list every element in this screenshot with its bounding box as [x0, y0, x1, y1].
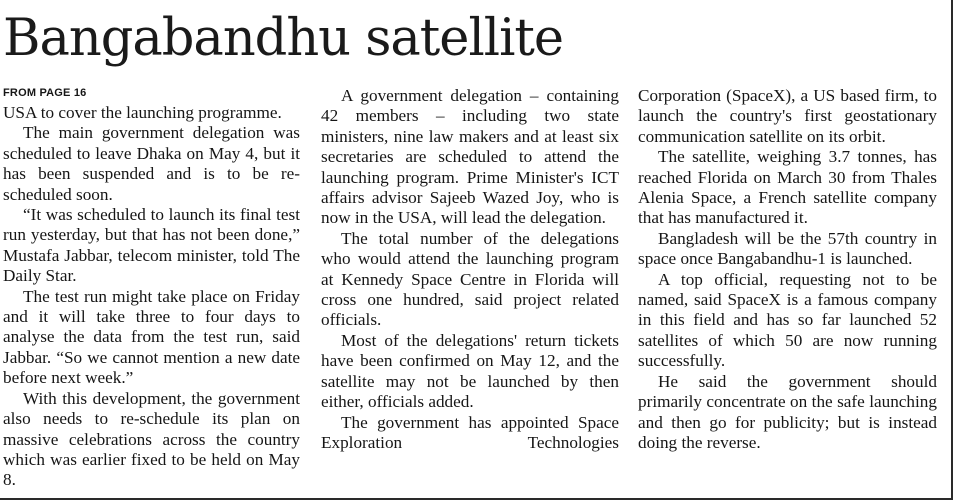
- article-paragraph: Most of the delegations' return tickets have been confirmed on May 12, and the satellite may not be launched by then either, officials added.: [321, 330, 619, 412]
- article-paragraph: Corporation (SpaceX), a US based firm, to launch the country's first geostationary communication satellite on its orbit.: [638, 86, 937, 146]
- article-paragraph: A top official, requesting not to be named, said SpaceX is a famous company in this field and has so far launched 52 satellites of which 50 are now running successfully.: [638, 269, 937, 371]
- article-column-3: [638, 86, 937, 453]
- article-paragraph: “It was scheduled to launch its final test run yesterday, but that has not been done,” Mustafa Jabbar, telecom minister, told The Daily Star.: [3, 205, 300, 286]
- jump-line: FROM PAGE 16: [3, 87, 87, 99]
- article-paragraph: He said the government should primarily concentrate on the safe launching and then go for publicity; but is instead doing the reverse.: [638, 371, 937, 452]
- article-paragraph: The satellite, weighing 3.7 tonnes, has reached Florida on March 30 from Thales Alenia Space, a French satellite company that has manufactured it.: [638, 147, 937, 228]
- article-column-2: [321, 86, 619, 453]
- article-paragraph: Bangladesh will be the 57th country in space once Bangabandhu-1 is launched.: [638, 228, 937, 269]
- article-paragraph: With this development, the government also needs to re-schedule its plan on massive celebrations across the country which was earlier fixed to be held on May 8.: [3, 388, 300, 490]
- article-paragraph: The total number of the delegations who would attend the launching program at Kennedy Space Centre in Florida will cross one hundred, said project related officials.: [321, 228, 619, 330]
- article-paragraph: The government has appointed Space Exploration Technologies: [321, 412, 619, 452]
- article-paragraph: The test run might take place on Friday and it will take three to four days to analyse the data from the test run, said Jabbar. “So we cannot mention a new date before next week.”: [3, 286, 300, 388]
- article-paragraph: USA to cover the launching programme.: [3, 103, 282, 122]
- article-column-1: [3, 86, 300, 491]
- article-paragraph: A government delegation – containing 42 members – including two state ministers, nine law makers and at least six secretaries are scheduled to attend the launching program. Prime Minister's ICT affairs advisor Sajeeb Wazed Joy, who is now in the USA, will lead the delegation.: [321, 86, 619, 228]
- article-paragraph: The main government delegation was scheduled to leave Dhaka on May 4, but it has been suspended and is to be re-scheduled soon.: [3, 123, 300, 204]
- headline: Bangabandhu satellite: [3, 9, 564, 68]
